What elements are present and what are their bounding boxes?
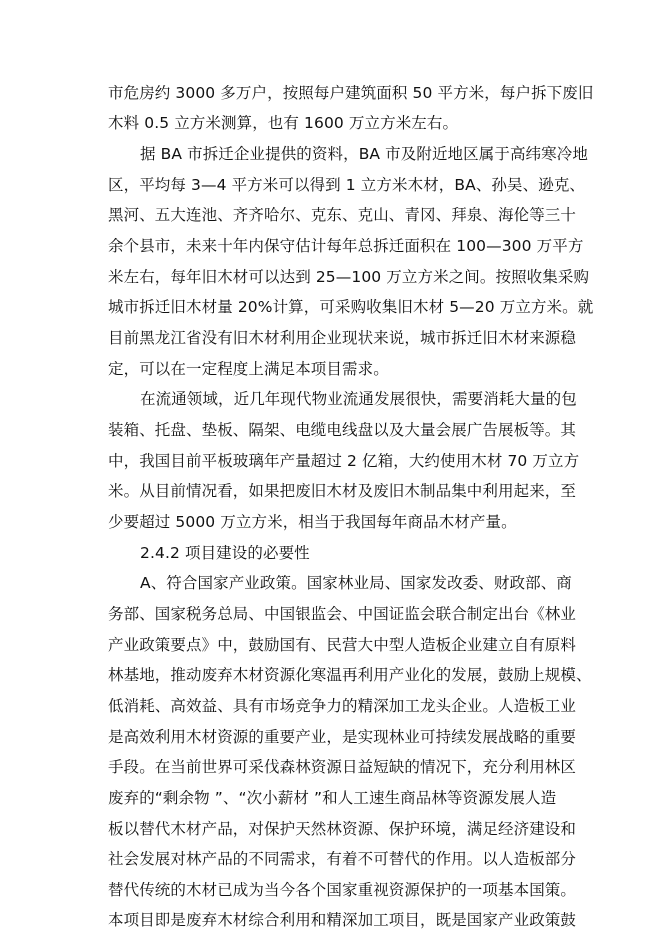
text-line: 米左右，每年旧木材可以达到 25—100 万立方米之间。按照收集采购 xyxy=(108,268,590,286)
text-line: 板以替代木材产品，对保护天然林资源、保护环境，满足经济建设和 xyxy=(108,820,577,838)
text-line: 城市拆迁旧木材量 20%计算，可采购收集旧木材 5—20 万立方米。就 xyxy=(108,298,594,316)
text-line: 余个县市，未来十年内保守估计每年总拆迁面积在 100—300 万平方 xyxy=(108,237,584,255)
paragraph-start-line: A、符合国家产业政策。国家林业局、国家发改委、财政部、商 xyxy=(140,574,572,592)
text-line: 替代传统的木材已成为当今各个国家重视资源保护的一项基本国策。 xyxy=(108,881,577,899)
text-line: 定，可以在一定程度上满足本项目需求。 xyxy=(108,360,389,378)
text-line: 木料 0.5 立方米测算，也有 1600 万立方米左右。 xyxy=(108,114,459,132)
text-line: 手段。在当前世界可采伐森林资源日益短缺的情况下，充分利用林区 xyxy=(108,758,577,776)
paragraph-start-line: 据 BA 市拆迁企业提供的资料，BA 市及附近地区属于高纬寒冷地 xyxy=(140,145,588,163)
text-line: 目前黑龙江省没有旧木材利用企业现状来说，城市拆迁旧木材来源稳 xyxy=(108,329,577,347)
text-line: 中，我国目前平板玻璃年产量超过 2 亿箱，大约使用木材 70 万立方 xyxy=(108,452,580,470)
text-line: 林基地，推动废弃木材资源化寒温再利用产业化的发展，鼓励上规模、 xyxy=(108,666,592,684)
text-line: 市危房约 3000 多万户，按照每户建筑面积 50 平方米，每户拆下废旧 xyxy=(108,84,594,102)
text-line: 区，平均每 3—4 平方米可以得到 1 立方米木材，BA、孙吴、逊克、 xyxy=(108,176,586,194)
text-line: 少要超过 5000 万立方米，相当于我国每年商品木材产量。 xyxy=(108,513,517,531)
text-line: 废弃的“剩余物 ”、“次小薪材 ”和人工速生商品林等资源发展人造 xyxy=(108,789,557,807)
section-heading: 2.4.2 项目建设的必要性 xyxy=(140,544,310,562)
text-line: 低消耗、高效益、具有市场竞争力的精深加工龙头企业。人造板工业 xyxy=(108,697,577,715)
paragraph-start-line: 在流通领域，近几年现代物业流通发展很快，需要消耗大量的包 xyxy=(140,390,577,408)
text-line: 社会发展对林产品的不同需求，有着不可替代的作用。以人造板部分 xyxy=(108,850,577,868)
text-line: 装箱、托盘、垫板、隔架、电缆电线盘以及大量会展广告展板等。其 xyxy=(108,421,577,439)
text-line: 米。从目前情况看，如果把废旧木材及废旧木制品集中利用起来，至 xyxy=(108,482,577,500)
text-line: 产业政策要点》中，鼓励国有、民营大中型人造板企业建立自有原料 xyxy=(108,636,577,654)
text-line: 黑河、五大连池、齐齐哈尔、克东、克山、青冈、拜泉、海伦等三十 xyxy=(108,206,577,224)
text-line: 务部、国家税务总局、中国银监会、中国证监会联合制定出台《林业 xyxy=(108,605,577,623)
text-line: 本项目即是废弃木材综合利用和精深加工项目，既是国家产业政策鼓 xyxy=(108,911,577,929)
text-line: 是高效利用木材资源的重要产业，是实现林业可持续发展战略的重要 xyxy=(108,728,577,746)
